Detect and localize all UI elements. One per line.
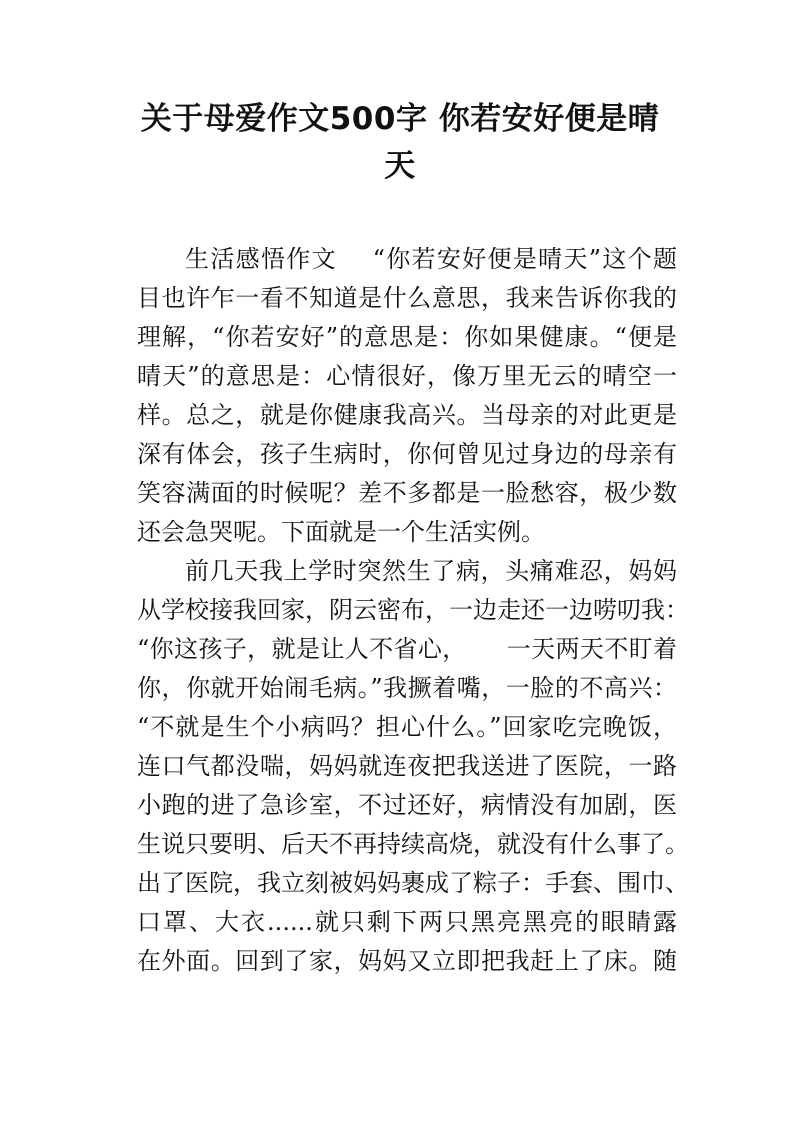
paragraph-2-line: 从学校接我回家，阴云密布，一边走还一边唠叨我： (137, 596, 689, 624)
paragraph-1-line: 深有体会，孩子生病时，你何曾见过身边的母亲有 (137, 440, 677, 468)
paragraph-2-line: 出了医院，我立刻被妈妈裹成了粽子：手套、围巾、 (137, 869, 689, 897)
paragraph-2-line: 口罩、大衣......就只剩下两只黑亮黑亮的眼睛露 (137, 908, 677, 936)
paragraph-2-line: 你，你就开始闹毛病。”我撅着嘴，一脸的不高兴： (137, 674, 677, 702)
paragraph-1-line: 笑容满面的时候呢？差不多都是一脸愁容，极少数 (137, 479, 677, 507)
paragraph-1-line: 还会急哭呢。下面就是一个生活实例。 (137, 518, 545, 546)
paragraph-2-line: “你这孩子，就是让人不省心， 一天两天不盯着 (137, 635, 677, 663)
title-line-1: 关于母爱作文500字 你若安好便是晴 (140, 101, 660, 137)
document-title (100, 96, 700, 190)
paragraph-2-line: “不就是生个小病吗？担心什么。”回家吃完晚饭， (137, 713, 677, 741)
paragraph-2 (137, 552, 689, 981)
paragraph-2-line: 小跑的进了急诊室，不过还好，病情没有加剧，医 (137, 791, 677, 819)
paragraph-1-line: 目也许乍一看不知道是什么意思，我来告诉你我的 (137, 284, 677, 312)
paragraph-1-line: 生活感悟作文 “你若安好便是晴天”这个题 (185, 245, 677, 273)
paragraph-2-line: 在外面。回到了家，妈妈又立即把我赶上了床。随 (137, 947, 677, 975)
paragraph-2-line: 生说只要明、后天不再持续高烧，就没有什么事了。 (137, 830, 689, 858)
paragraph-1-line: 晴天”的意思是：心情很好，像万里无云的晴空一 (137, 362, 677, 390)
paragraph-2-line: 前几天我上学时突然生了病，头痛难忍，妈妈 (185, 557, 677, 585)
paragraph-1-line: 样。总之，就是你健康我高兴。当母亲的对此更是 (137, 401, 677, 429)
title-line-2: 天 (384, 148, 416, 184)
paragraph-1-line: 理解，“你若安好”的意思是：你如果健康。“便是 (137, 323, 677, 351)
paragraph-1 (137, 240, 677, 552)
paragraph-2-line: 连口气都没喘，妈妈就连夜把我送进了医院，一路 (137, 752, 677, 780)
document-body (137, 240, 689, 981)
